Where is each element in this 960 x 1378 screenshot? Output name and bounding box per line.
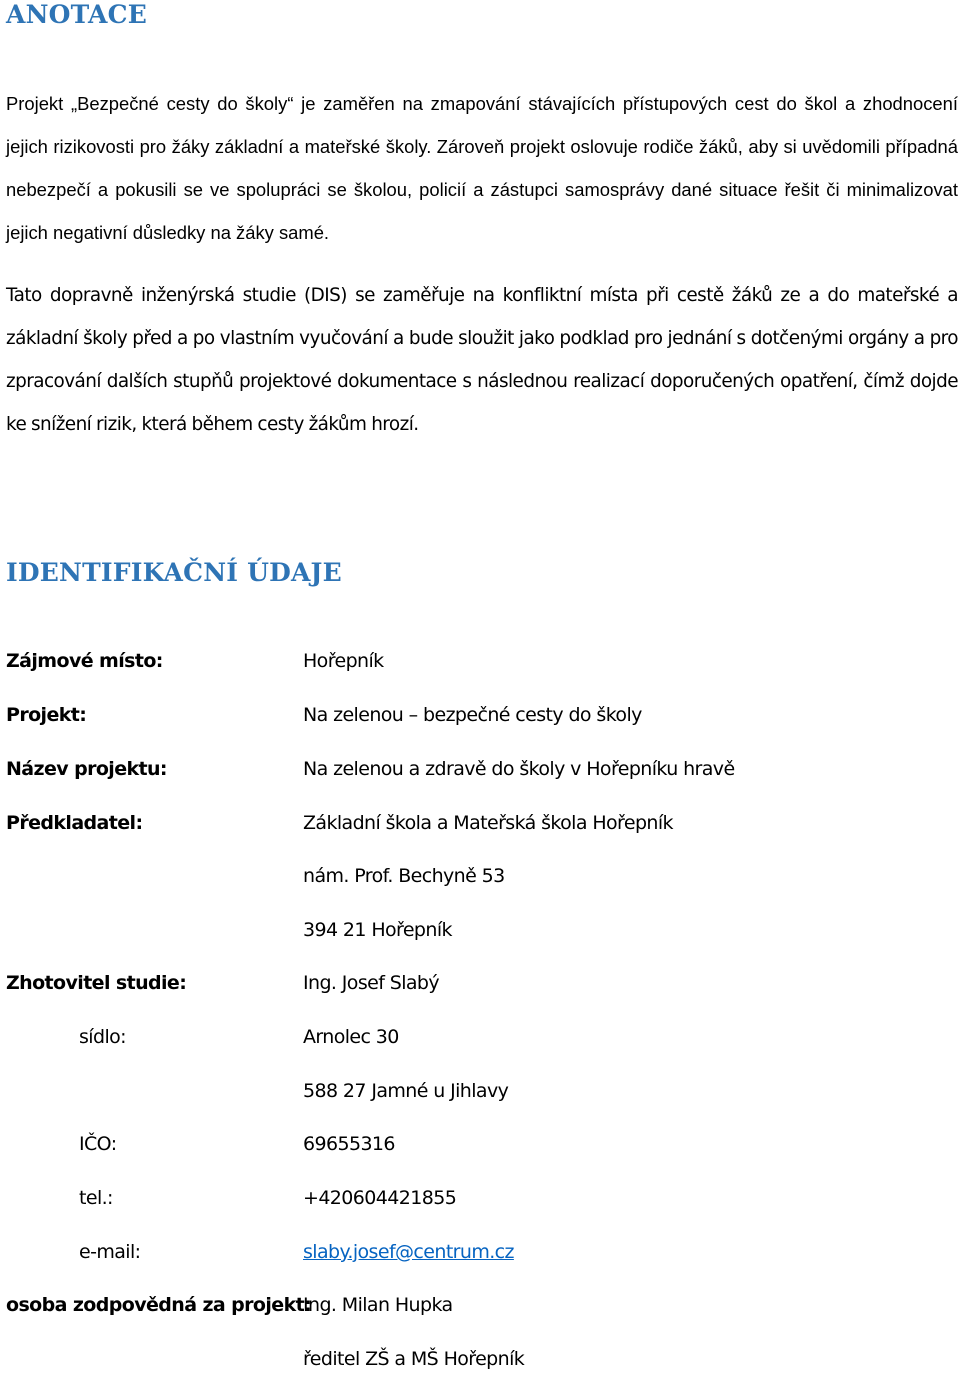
- location-value: Hořepník: [303, 650, 384, 672]
- email-label: e-mail:: [79, 1241, 141, 1263]
- project-value: Na zelenou – bezpečné cesty do školy: [303, 704, 642, 726]
- phone-value: +420604421855: [303, 1187, 457, 1209]
- project-name-label: Název projektu:: [6, 758, 167, 780]
- seat-street: Arnolec 30: [303, 1026, 399, 1048]
- responsible-role: ředitel ZŠ a MŠ Hořepník: [303, 1348, 525, 1370]
- seat-city: 588 27 Jamné u Jihlavy: [303, 1080, 509, 1102]
- submitter-label: Předkladatel:: [6, 812, 143, 834]
- author-name: Ing. Josef Slabý: [303, 972, 440, 994]
- ico-value: 69655316: [303, 1133, 395, 1155]
- submitter-city: 394 21 Hořepník: [303, 919, 452, 941]
- phone-label: tel.:: [79, 1187, 113, 1209]
- identification-heading: IDENTIFIKAČNÍ ÚDAJE: [6, 558, 342, 587]
- annotation-paragraph-2: Tato dopravně inženýrská studie (DIS) se zaměřuje na konfliktní místa při cestě žáků ze a do mateřské a základní školy před a po vlastním vyučování a bude sloužit jako podklad pro jednání s dotčenými orgány a pro zpracování dalších stupňů projektové dokumentace s následnou realizací doporučených opatření, čímž dojde ke snížení rizik, která během cesty žákům hrozí.: [6, 285, 958, 435]
- submitter-name: Základní škola a Mateřská škola Hořepník: [303, 812, 673, 834]
- location-label: Zájmové místo:: [6, 650, 163, 672]
- responsible-label: osoba zodpovědná za projekt:: [6, 1294, 312, 1316]
- author-label: Zhotovitel studie:: [6, 972, 187, 994]
- project-name-value: Na zelenou a zdravě do školy v Hořepníku hravě: [303, 758, 735, 780]
- annotation-paragraph-1: Projekt „Bezpečné cesty do školy“ je zaměřen na zmapování stávajících přístupových cest do škol a zhodnocení jejich rizikovosti pro žáky základní a mateřské školy. Zároveň projekt oslovuje rodiče žáků, aby si uvědomili případná nebezpečí a pokusili se ve spolupráci se školou, policií a zástupci samosprávy dané situace řešit či minimalizovat jejich negativní důsledky na žáky samé.: [6, 93, 958, 243]
- email-link[interactable]: slaby.josef@centrum.cz: [303, 1241, 514, 1263]
- annotation-heading: ANOTACE: [6, 0, 148, 29]
- project-label: Projekt:: [6, 704, 87, 726]
- submitter-street: nám. Prof. Bechyně 53: [303, 865, 505, 887]
- seat-label: sídlo:: [79, 1026, 126, 1048]
- ico-label: IČO:: [79, 1133, 117, 1155]
- responsible-name: Ing. Milan Hupka: [303, 1294, 453, 1316]
